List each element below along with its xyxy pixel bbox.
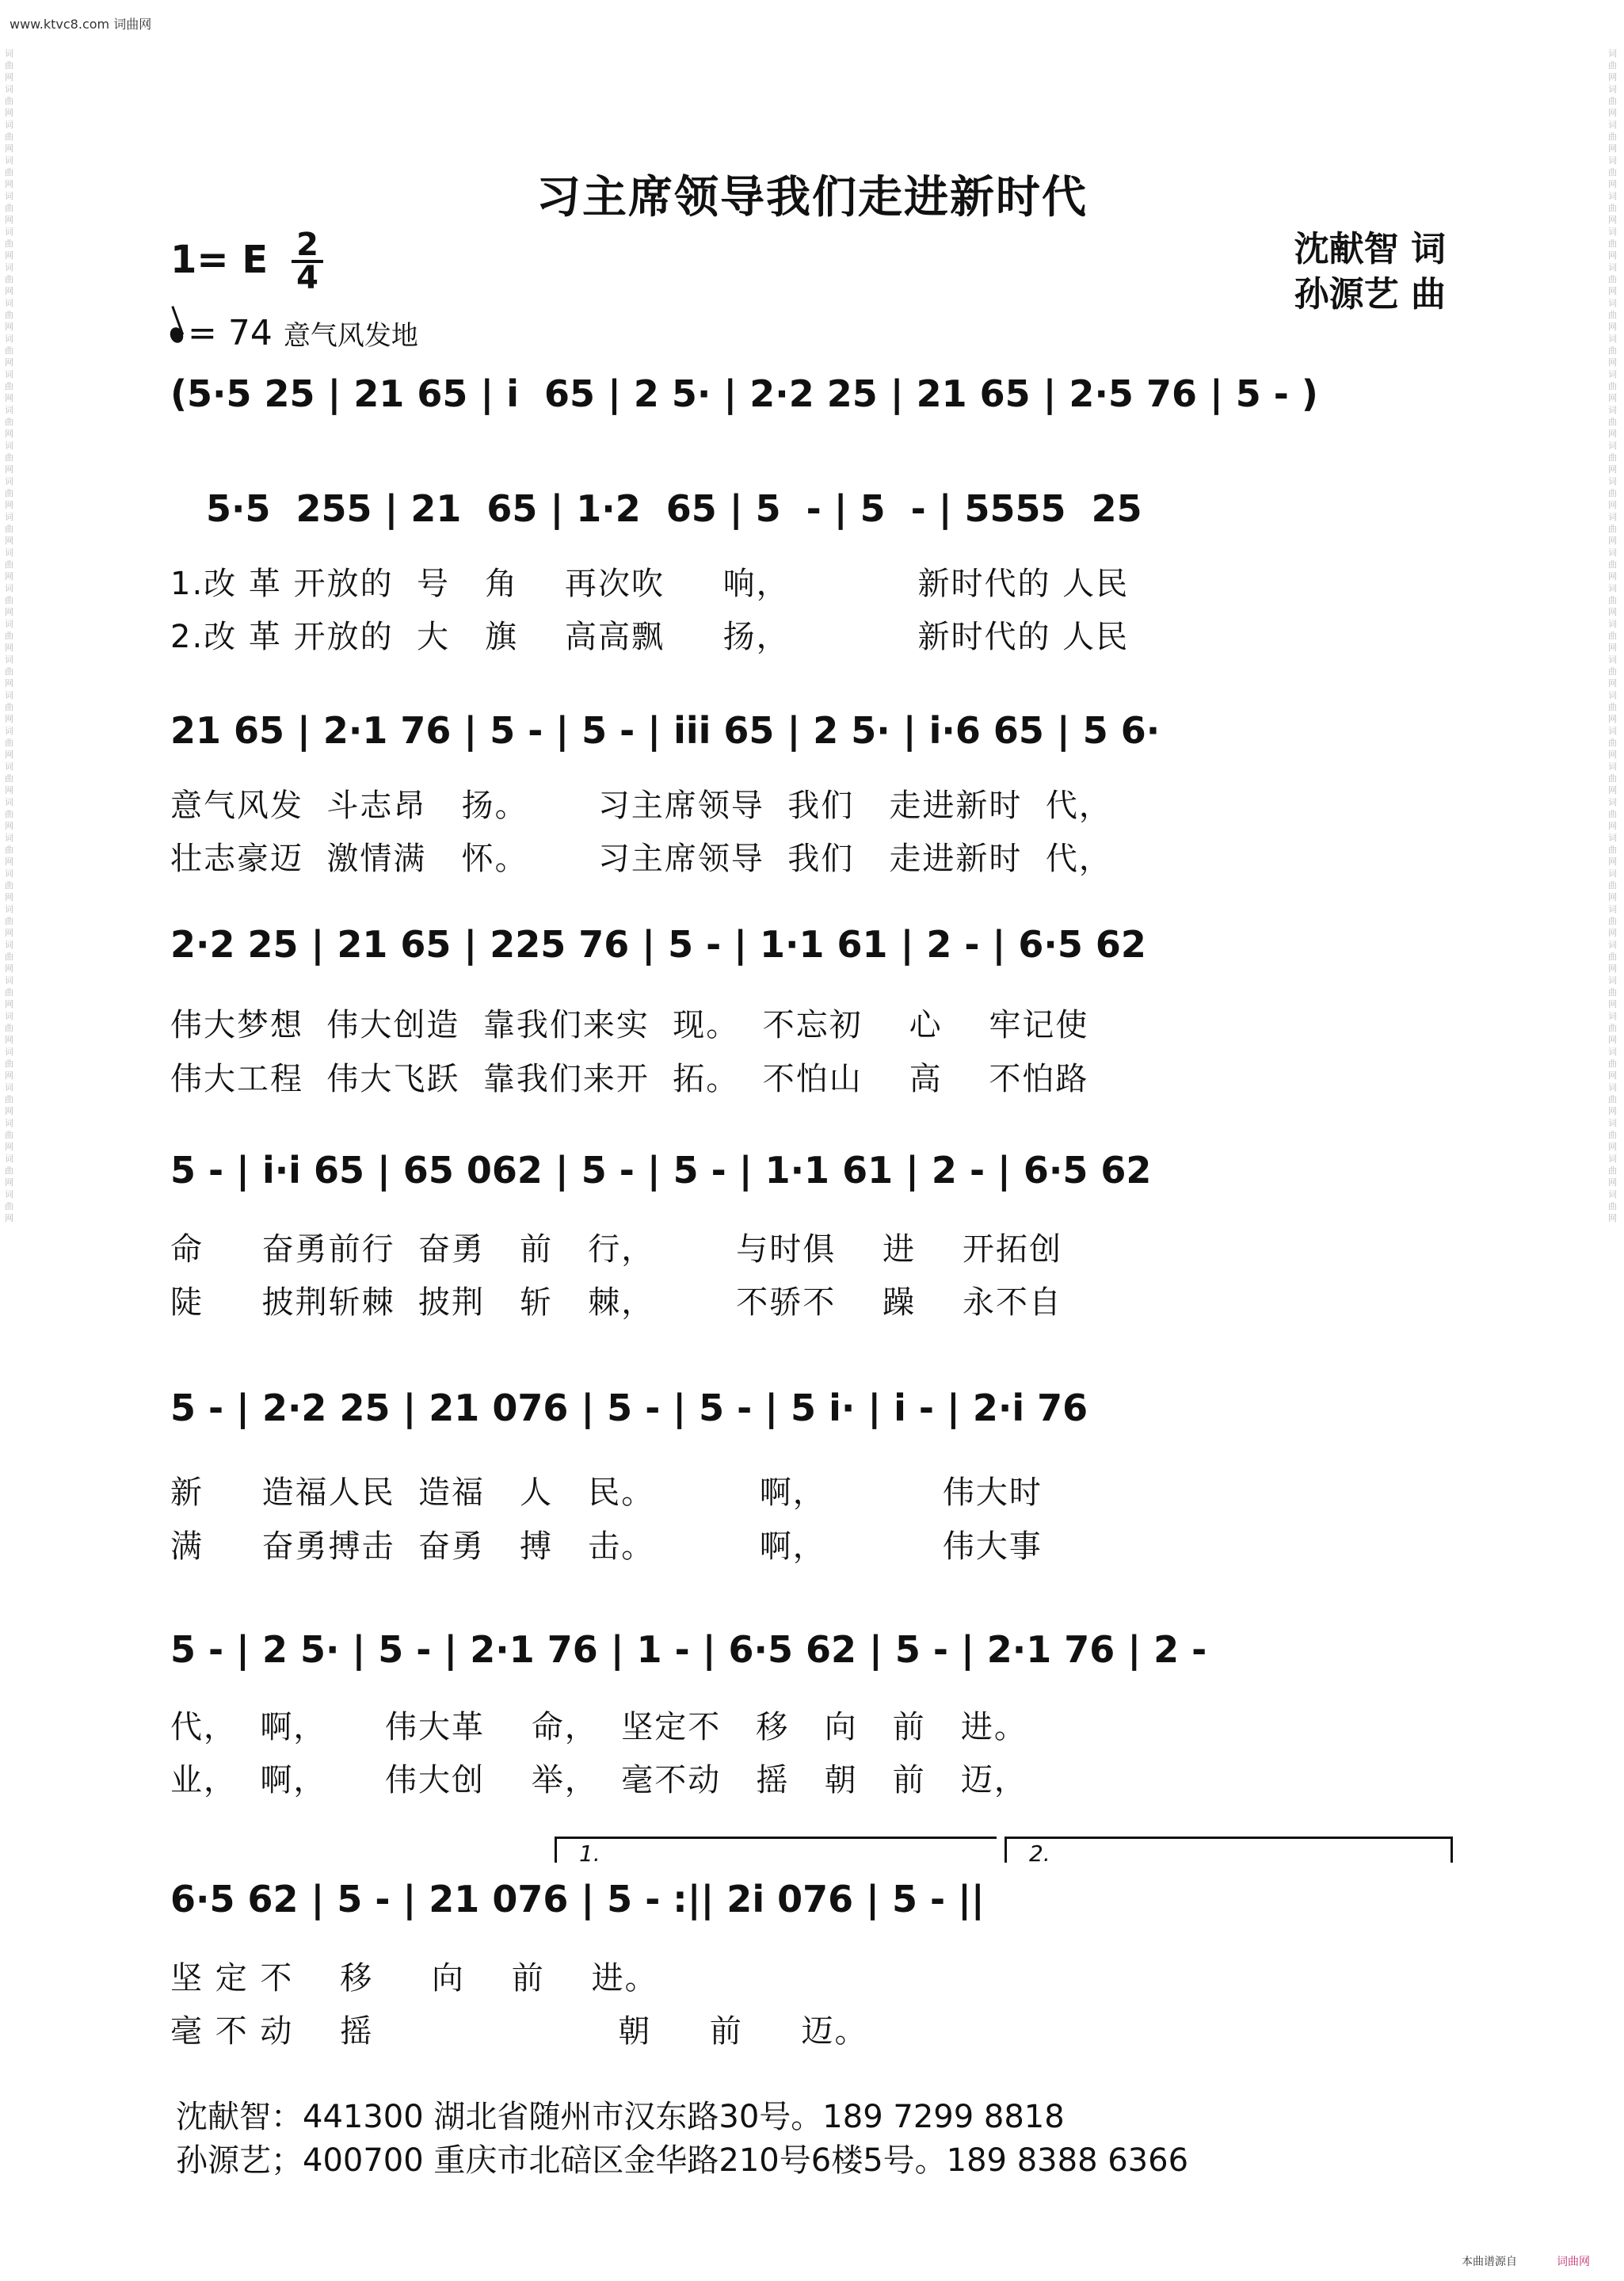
mood-marking: 意气风发地 (283, 320, 418, 352)
lyrics-row-7-verse-2: 毫 不 动 摇 朝 前 迈。 (170, 2013, 868, 2050)
notation-row-intro: (5·5 25 | 21 65 | i 65 | 2 5· | 2·2 25 | 21 65 | 2·5 76 | 5 - ) (170, 372, 1318, 415)
lyrics-row-2-verse-2: 壮志豪迈 激情满 怀。 习主席领导 我们 走进新时 代， (170, 841, 1112, 877)
composer-credit: 孙源艺 曲 (1294, 274, 1446, 315)
first-ending-label: 1. (579, 1840, 600, 1867)
side-watermark-left: 词曲网词曲网词曲网词曲网词曲网词曲网词曲网词曲网词曲网词曲网词曲网词曲网词曲网词曲网词曲网词曲网词曲网词曲网词曲网词曲网词曲网词曲网词曲网词曲网词曲网词曲网词曲网词曲网词曲网词曲网词曲网词曲网词曲网 (5, 48, 13, 1223)
side-watermark-right: 词曲网词曲网词曲网词曲网词曲网词曲网词曲网词曲网词曲网词曲网词曲网词曲网词曲网词曲网词曲网词曲网词曲网词曲网词曲网词曲网词曲网词曲网词曲网词曲网词曲网词曲网词曲网词曲网词曲网词曲网词曲网词曲网词曲网 (1608, 48, 1617, 1223)
time-signature (292, 227, 323, 296)
lyrics-row-1-verse-2: 2.改 革 开放的 大 旗 高高飘 扬， 新时代的 人民 (170, 619, 1130, 655)
song-title: 习主席领导我们走进新时代 (536, 172, 1088, 223)
footer-site-logo: 词曲网 (1557, 2256, 1590, 2268)
key-signature: 1= E (170, 238, 269, 282)
quarter-note-icon (168, 326, 185, 345)
second-ending-label: 2. (1029, 1840, 1050, 1867)
site-label: www.ktvc8.com 词曲网 (10, 17, 152, 32)
time-sig-bottom: 4 (296, 260, 318, 296)
lyrics-row-3-verse-1: 伟大梦想 伟大创造 靠我们来实 现。 不忘初 心 牢记使 (170, 1007, 1089, 1043)
lyrics-row-6-verse-1: 代， 啊， 伟大革 命， 坚定不 移 向 前 进。 (170, 1709, 1027, 1745)
notation-row-4: 5 - | i·i 65 | 65 062 | 5 - | 5 - | 1·1 61 | 2 - | 6·5 62 (170, 1149, 1152, 1192)
contact-lyricist: 沈献智：441300 湖北省随州市汉东路30号。189 7299 8818 (176, 2099, 1065, 2135)
lyricist-credit: 沈献智 词 (1294, 229, 1446, 269)
lyrics-row-7-verse-1: 坚 定 不 移 向 前 进。 (170, 1960, 658, 1997)
footer-source-label: 本曲谱源自 (1462, 2256, 1517, 2268)
contact-composer: 孙源艺；400700 重庆市北碚区金华路210号6楼5号。189 8388 6366 (176, 2142, 1189, 2179)
first-ending-bracket (555, 1837, 997, 1867)
tempo-marking (170, 313, 418, 353)
time-sig-top: 2 (292, 230, 323, 263)
notation-row-2: 21 65 | 2·1 76 | 5 - | 5 - | iii 65 | 2 5· | i·6 65 | 5 6· (170, 709, 1161, 752)
notation-row-3: 2·2 25 | 21 65 | 225 76 | 5 - | 1·1 61 | 2 - | 6·5 62 (170, 923, 1146, 966)
notation-row-1: 5·5 255 | 21 65 | 1·2 65 | 5 - | 5 - | 5555 25 (206, 487, 1142, 530)
lyrics-row-4-verse-2: 陡 披荆斩棘 披荆 斩 棘， 不骄不 躁 永不自 (170, 1284, 1063, 1321)
second-ending-bracket (1005, 1837, 1453, 1867)
notation-row-7: 6·5 62 | 5 - | 21 076 | 5 - :|| 2i 076 | 5 - || (170, 1878, 985, 1921)
tempo-value: = 74 (188, 313, 273, 353)
lyrics-row-5-verse-1: 新 造福人民 造福 人 民。 啊， 伟大时 (170, 1474, 1043, 1511)
lyrics-row-6-verse-2: 业， 啊， 伟大创 举， 毫不动 摇 朝 前 迈， (170, 1762, 1027, 1798)
lyrics-row-3-verse-2: 伟大工程 伟大飞跃 靠我们来开 拓。 不怕山 高 不怕路 (170, 1061, 1089, 1097)
lyrics-row-1-verse-1: 1.改 革 开放的 号 角 再次吹 响， 新时代的 人民 (170, 566, 1130, 602)
lyrics-row-2-verse-1: 意气风发 斗志昂 扬。 习主席领导 我们 走进新时 代， (170, 788, 1112, 824)
notation-row-6: 5 - | 2 5· | 5 - | 2·1 76 | 1 - | 6·5 62 | 5 - | 2·1 76 | 2 - (170, 1628, 1207, 1671)
lyrics-row-5-verse-2: 满 奋勇搏击 奋勇 搏 击。 啊， 伟大事 (170, 1528, 1043, 1565)
notation-row-5: 5 - | 2·2 25 | 21 076 | 5 - | 5 - | 5 i· | i - | 2·i 76 (170, 1387, 1088, 1429)
lyrics-row-4-verse-1: 命 奋勇前行 奋勇 前 行， 与时俱 进 开拓创 (170, 1231, 1063, 1268)
